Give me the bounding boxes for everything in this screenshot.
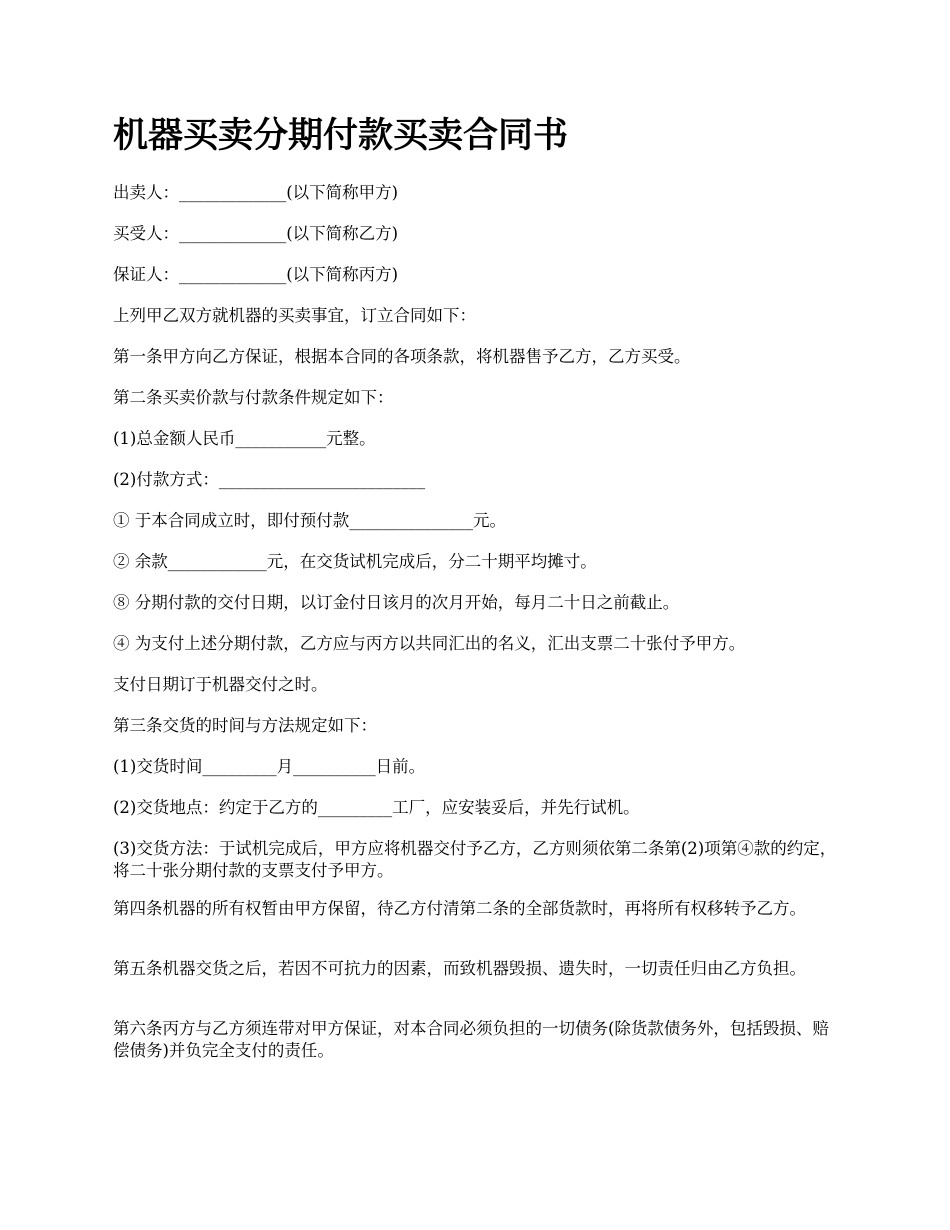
delivery-time-line: (1)交货时间_________月__________日前。 [113, 757, 426, 776]
preamble-line: 上列甲乙双方就机器的买卖事宜，订立合同如下： [113, 306, 476, 325]
article-4: 第四条机器的所有权暂由甲方保留，待乙方付清第二条的全部货款时，再将所有权移转予乙方。 [113, 899, 806, 918]
article-1: 第一条甲方向乙方保证，根据本合同的各项条款，将机器售予乙方，乙方买受。 [113, 347, 691, 366]
buyer-line: 买受人：_____________(以下简称乙方) [113, 224, 399, 243]
delivery-method-paragraph: (3)交货方法：于试机完成后，甲方应将机器交付予乙方，乙方则须依第二条第(2)项第④款的约定，将二十张分期付款的支票支付予甲方。 [113, 839, 837, 880]
article-6: 第六条丙方与乙方须连带对甲方保证，对本合同必须负担的一切债务(除货款债务外，包括毁损、赔偿债务)并负完全支付的责任。 [113, 1019, 829, 1060]
article-5: 第五条机器交货之后，若因不可抗力的因素，而致机器毁损、遗失时，一切责任归由乙方负担。 [113, 959, 806, 978]
balance-line: ② 余款____________元，在交货试机完成后，分二十期平均摊寸。 [113, 552, 597, 571]
prepayment-line: ① 于本合同成立时，即付预付款_______________元。 [113, 511, 506, 530]
guarantor-line: 保证人：_____________(以下简称丙方) [113, 265, 399, 284]
cheque-line: ④ 为支付上述分期付款，乙方应与丙方以共同汇出的名义，汇出支票二十张付予甲方。 [113, 634, 746, 653]
document-title: 机器买卖分期付款买卖合同书 [113, 115, 569, 156]
delivery-place-line: (2)交货地点：约定于乙方的_________工厂，应安装妥后，并先行试机。 [113, 798, 640, 817]
seller-line: 出卖人：_____________(以下简称甲方) [113, 183, 399, 202]
installment-date-line: ⑧ 分期付款的交付日期，以订金付日该月的次月开始，每月二十日之前截止。 [113, 593, 680, 612]
article-3-heading: 第三条交货的时间与方法规定如下： [113, 716, 377, 735]
payment-method-line: (2)付款方式：_________________________ [113, 470, 426, 489]
article-2-heading: 第二条买卖价款与付款条件规定如下： [113, 388, 394, 407]
payment-date-line: 支付日期订于机器交付之时。 [113, 675, 328, 694]
total-amount-line: (1)总金额人民币___________元整。 [113, 429, 376, 448]
